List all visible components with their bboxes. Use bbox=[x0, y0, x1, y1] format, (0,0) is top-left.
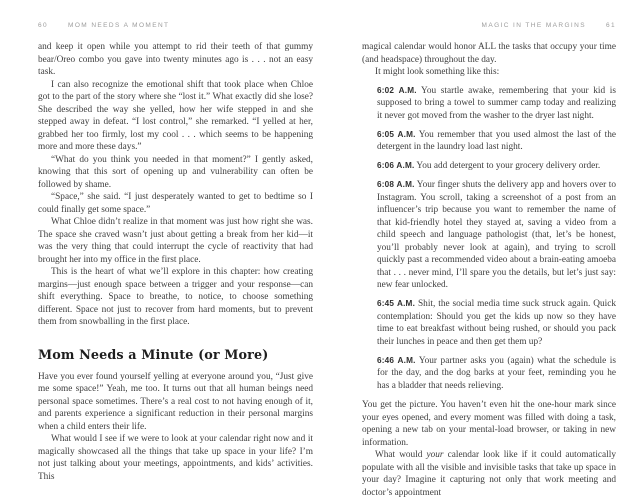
right-running-header bbox=[362, 22, 616, 29]
paragraph: It might look something like this: bbox=[375, 67, 500, 77]
left-page-number: 60 bbox=[38, 22, 49, 29]
right-running-title: MAGIC IN THE MARGINS bbox=[481, 22, 586, 29]
paragraph: and keep it open while you attempt to rid their teeth of that gummy bear/Oreo combo you gave into twenty minutes ago is . . . not an easy task. bbox=[38, 42, 313, 77]
paragraph: “What do you think you needed in that moment?” I gently asked, knowing that this sort of opening up and vulnerability can often be followed by shame. bbox=[38, 154, 313, 190]
calendar-entry-time: 6:05 A.M. bbox=[377, 129, 416, 139]
paragraph: “Space,” she said. “I just desperately wanted to get to bedtime so I could finally get some space.” bbox=[38, 192, 313, 215]
calendar-entries-block bbox=[377, 85, 616, 393]
paragraph: What Chloe didn’t realize in that moment was just how right she was. The space she craved wasn’t just about getting a break from her kid—it was the very thing that could interrupt the cycle of reactivity that had brought her into my office in the first place. bbox=[38, 217, 313, 265]
calendar-entry: 6:45 A.M. Shit, the social media time suck struck again. Quick contemplation: Should you get the kids up now so they have time to eat breakfast without being rushed, or should you pack their lunches in peace and then get them up? bbox=[377, 299, 616, 347]
right-page-number: 61 bbox=[605, 22, 616, 29]
calendar-entry: 6:02 A.M. You startle awake, remembering that your kid is supposed to bring a towel to summer camp today and realizing it never got moved from the washer to the dryer last night. bbox=[377, 85, 616, 121]
right-page-intro-text bbox=[362, 41, 616, 79]
calendar-entry: 6:46 A.M. Your partner asks you (again) what the schedule is for the day, and the dog barks at your feet, reminding you he has a bladder that needs relieving. bbox=[377, 355, 616, 391]
left-page bbox=[38, 22, 313, 483]
paragraph: This is the heart of what we’ll explore in this chapter: how creating margins—just enough space between a trigger and your response—can shift everything. Space to breathe, to notice, to choose something different. Space not just to recover from hard moments, but to prevent them from snowballing in the first place. bbox=[38, 267, 313, 327]
calendar-entry: 6:05 A.M. You remember that you used almost the last of the detergent in the laundry load last night. bbox=[377, 129, 616, 152]
paragraph: I can also recognize the emotional shift that took place when Chloe got to the part of the story where she “lost it.” What exactly did she lose? She described the way she yelled, how her wife stepped in and she stepped away in defeat. “I lost control,” she remarked. “I yelled at her, grabbed her too firmly, lost my cool . . . which seems to be happening more and more these days.” bbox=[38, 79, 313, 152]
left-running-header bbox=[38, 22, 313, 29]
calendar-entry: 6:08 A.M. Your finger shuts the delivery app and hovers over to Instagram. You scroll, taking a screenshot of a post from an influencer’s trip because you want to remember the name of that kid-friendly hotel they stayed at, saving a video from a child speech and language pathologist (that, let’s be honest, you’ll probably never look at again), and trying to scroll quickly past a recommended video about a brain-eating amoeba that . . . never mind, I’ll spare you the details, but let’s just say: new fear unlocked. bbox=[377, 180, 616, 290]
calendar-entry-time: 6:45 A.M. bbox=[377, 299, 416, 308]
calendar-entry-time: 6:08 A.M. bbox=[377, 180, 415, 189]
calendar-entry-time: 6:02 A.M. bbox=[377, 85, 417, 95]
calendar-entry: 6:06 A.M. You add detergent to your grocery delivery order. bbox=[377, 161, 601, 171]
left-running-title: MOM NEEDS A MOMENT bbox=[68, 22, 170, 29]
left-page-body-text-after-heading bbox=[38, 371, 313, 484]
calendar-entry-time: 6:06 A.M. bbox=[377, 161, 415, 170]
right-page bbox=[362, 22, 616, 499]
paragraph: You get the picture. You haven’t even hit the one-hour mark since your eyes opened, and every moment was filled with doing a task, opening a new tab on your mental-load browser, or taking in new information. bbox=[362, 400, 616, 448]
calendar-entry-time: 6:46 A.M. bbox=[377, 355, 416, 365]
right-page-closing-text bbox=[362, 399, 616, 499]
paragraph: What would your calendar look like if it could automatically populate with all the visible and invisible tasks that take up space in your day? Imagine it capturing not only that work meeting and doctor’s appointment bbox=[362, 450, 616, 498]
section-heading: Mom Needs a Minute (or More) bbox=[38, 347, 269, 363]
paragraph: Have you ever found yourself yelling at everyone around you, “Just give me some space!” Yeah, me too. It turns out that all human beings need personal space sometimes. There’s a real cost to not having enough of it, and parents experience a significant reduction in their personal margins when a child enters their life. bbox=[38, 371, 313, 432]
left-page-body-text bbox=[38, 41, 313, 329]
paragraph: magical calendar would honor ALL the tasks that occupy your time (and headspace) throughout the day. bbox=[362, 42, 616, 65]
paragraph: What would I see if we were to look at your calendar right now and it magically showcased all the things that take up space in your life? I’m not just talking about your meetings, appointments, and kids’ activities. This bbox=[38, 434, 313, 482]
